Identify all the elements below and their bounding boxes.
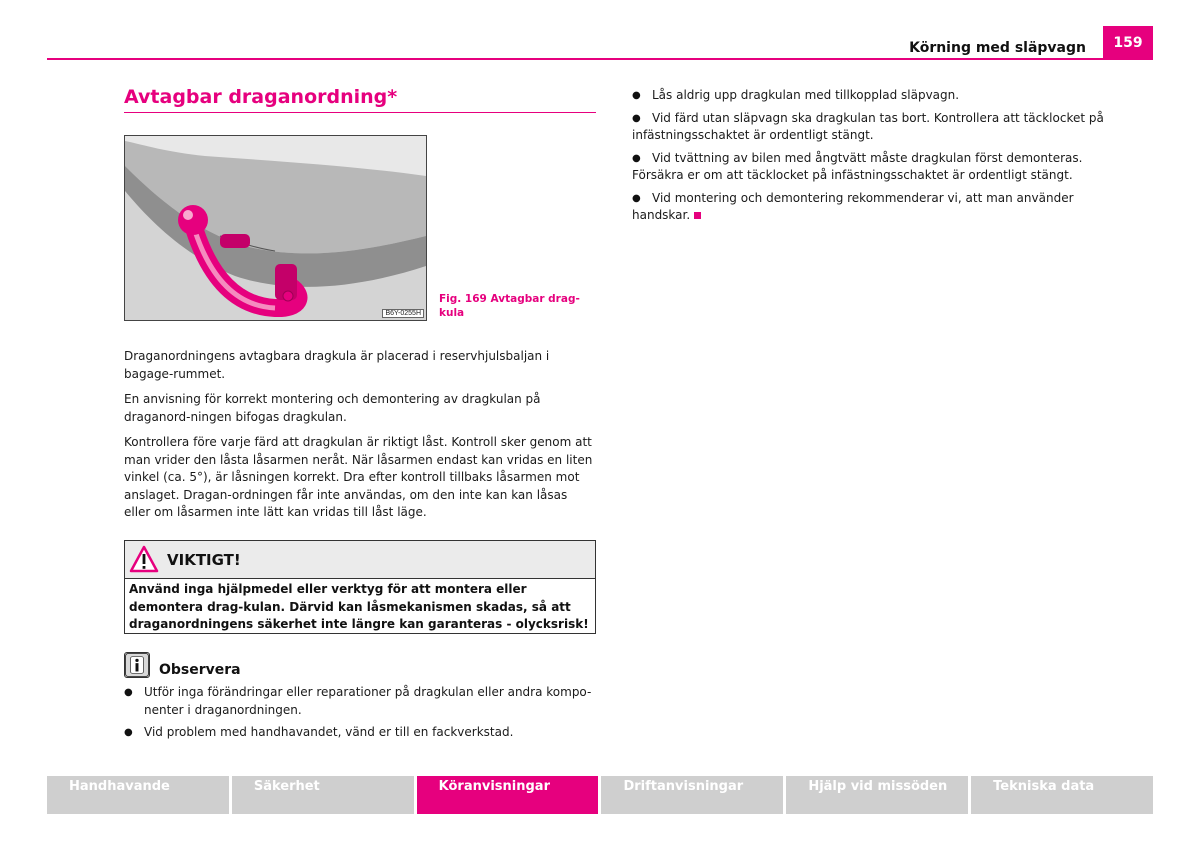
list-item-text: Vid montering och demontering rekommenderar vi, att man använder handskar. [632, 190, 1074, 222]
running-header-title: Körning med släpvagn [909, 40, 1086, 56]
warning-text: Använd inga hjälpmedel eller verktyg för att montera eller demontera drag-kulan. Därvid kan låsmekanismen skadas, så att draganordningens säkerhet inte längre kan garanteras - olycksrisk! [129, 582, 589, 631]
list-item: ● Vid problem med handhavandet, vänd er till en fackverkstad. [124, 724, 594, 742]
warning-triangle-icon [129, 545, 159, 573]
tab-tekniska-data[interactable]: Tekniska data [971, 776, 1153, 814]
tab-koranvisningar[interactable]: Köranvisningar [417, 776, 599, 814]
section-rule [124, 112, 596, 113]
list-item: ● Utför inga förändringar eller reparationer på dragkulan eller andra kompo-nenter i draganordningen. [124, 684, 594, 719]
list-item: ● Vid tvättning av bilen med ångtvätt måste dragkulan först demonteras. Försäkra er om att täcklocket på infästningsschaktet är ordentligt stängt. [632, 150, 1112, 185]
tab-hjalp-vid-missoden[interactable]: Hjälp vid missöden [786, 776, 968, 814]
tow-ball-drawing [125, 136, 426, 320]
header-rule [47, 58, 1153, 60]
tab-driftanvisningar[interactable]: Driftanvisningar [601, 776, 783, 814]
end-of-section-mark [694, 212, 701, 219]
figure-caption: Fig. 169 Avtagbar drag-kula [439, 293, 580, 319]
warning-box [124, 540, 596, 634]
warning-label: VIKTIGT! [167, 551, 241, 569]
info-icon [124, 652, 150, 678]
note-title: Observera [159, 662, 241, 678]
warning-header [125, 541, 595, 579]
note-list [124, 684, 594, 747]
list-item: ● Lås aldrig upp dragkulan med tillkopplad släpvagn. [632, 87, 1112, 105]
tab-sakerhet[interactable]: Säkerhet [232, 776, 414, 814]
paragraph-instructions: En anvisning för korrekt montering och demontering av dragkulan på draganord-ningen bifogas dragkulan. [124, 392, 541, 424]
page-number: 159 [1103, 26, 1153, 60]
tow-ball-illustration [124, 135, 427, 321]
chapter-navigation [47, 776, 1153, 814]
list-item-last [632, 190, 1112, 225]
figure-code: B6Y-0255H [382, 309, 424, 318]
right-column-list [632, 87, 1112, 230]
tab-handhavande[interactable]: Handhavande [47, 776, 229, 814]
paragraph-lock-check: Kontrollera före varje färd att dragkulan är riktigt låst. Kontroll sker genom att man vrider den låsta låsarmen neråt. När låsarmen endast kan vridas en liten vinkel (ca. 5°), är låsningen korrekt. Dra efter kontroll tillbaks låsarmen mot anslaget. Dragan-ordningen får inte användas, om den inte kan kan låsas eller om låsarmen inte lätt kan vridas till låst läge. [124, 435, 593, 519]
section-title: Avtagbar draganordning* [124, 86, 398, 108]
paragraph-storage: Draganordningens avtagbara dragkula är placerad i reservhjulsbaljan i bagage-rummet. [124, 349, 550, 381]
list-item: ● Vid färd utan släpvagn ska dragkulan tas bort. Kontrollera att täcklocket på infästningsschaktet är ordentligt stängt. [632, 110, 1112, 145]
